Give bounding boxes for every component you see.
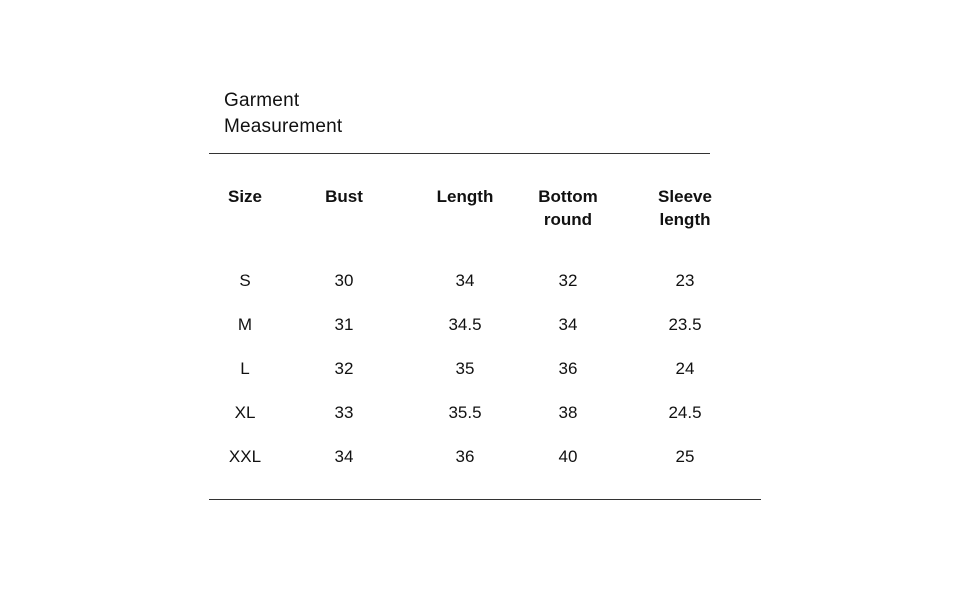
- table-title: Garment Measurement: [224, 90, 343, 137]
- column-header-length: Length: [436, 187, 494, 206]
- table-cell-bottom-round: 36: [558, 359, 578, 378]
- table-cell-bottom-round: 32: [558, 271, 578, 290]
- table-cell-bottom-round: 34: [558, 315, 578, 334]
- column-header-bottom-round: Bottom round: [538, 187, 598, 229]
- table-cell-length: 34: [455, 271, 475, 290]
- table-cell-size: S: [239, 271, 251, 290]
- table-cell-length: 34.5: [448, 315, 482, 334]
- table-cell-size: M: [237, 315, 253, 334]
- table-cell-length: 35: [455, 359, 475, 378]
- table-cell-bust: 33: [334, 403, 354, 422]
- table-cell-sleeve-length: 24: [675, 359, 695, 378]
- table-cell-length: 35.5: [448, 403, 482, 422]
- table-cell-bust: 32: [334, 359, 354, 378]
- column-header-size: Size: [227, 187, 263, 206]
- table-cell-bust: 30: [334, 271, 354, 290]
- table-cell-sleeve-length: 23: [675, 271, 695, 290]
- top-divider: [209, 153, 710, 154]
- table-cell-bottom-round: 38: [558, 403, 578, 422]
- table-cell-bust: 31: [334, 315, 354, 334]
- column-header-sleeve-length: Sleeve length: [658, 187, 712, 229]
- table-cell-size: XXL: [228, 447, 262, 466]
- table-cell-sleeve-length: 24.5: [668, 403, 702, 422]
- table-cell-size: L: [240, 359, 250, 378]
- bottom-divider: [209, 499, 761, 500]
- table-cell-sleeve-length: 25: [675, 447, 695, 466]
- table-cell-bottom-round: 40: [558, 447, 578, 466]
- table-cell-size: XL: [234, 403, 256, 422]
- column-header-bust: Bust: [325, 187, 363, 206]
- table-cell-bust: 34: [334, 447, 354, 466]
- table-cell-length: 36: [455, 447, 475, 466]
- table-cell-sleeve-length: 23.5: [668, 315, 702, 334]
